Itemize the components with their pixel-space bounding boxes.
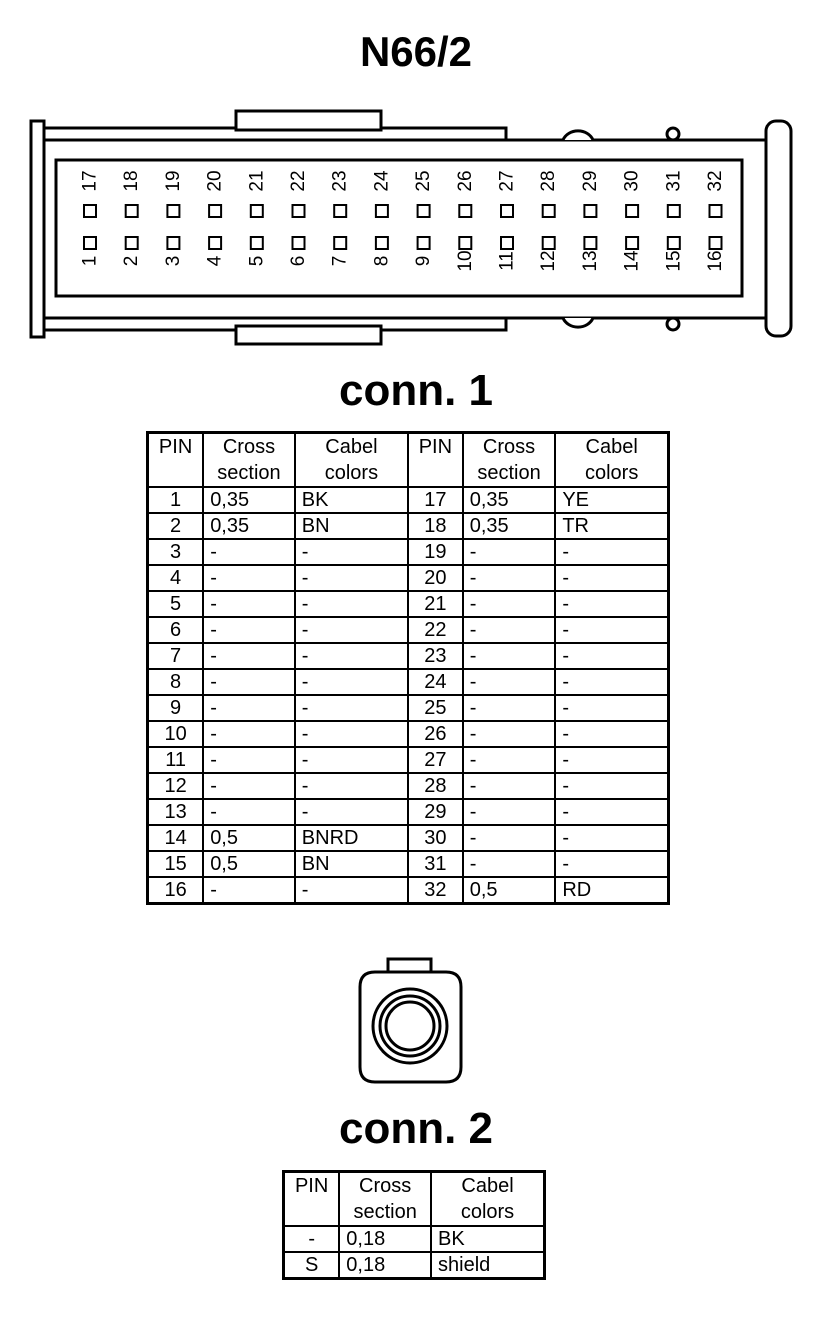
pin-socket [501,237,513,249]
cable-color-cell: - [555,773,668,799]
cable-color-cell: - [295,721,408,747]
pin-number-label: 2 [121,255,143,267]
pin-number-label: 11 [496,251,518,271]
pin-number-label: 27 [496,170,518,192]
table-row [148,539,669,565]
pin-number-label: 31 [663,170,685,192]
cable-color-cell: - [555,825,668,851]
pin-cell: 22 [408,617,463,643]
cable-color-cell: BN [295,513,408,539]
pin-socket [543,237,555,249]
pin-socket [459,237,471,249]
table-row [148,513,669,539]
pin-cell: S [284,1252,340,1279]
cable-color-cell: BK [431,1226,544,1252]
pin-cell: 32 [408,877,463,904]
cross-section-cell: - [203,721,295,747]
pin-cell: 11 [148,747,204,773]
pin-socket [293,237,305,249]
pin-socket [251,237,263,249]
pin-number-label: 3 [162,255,184,267]
cable-color-cell: - [555,851,668,877]
pin-cell: 30 [408,825,463,851]
header-pin: PIN [148,433,204,488]
conn1-pin-table [146,431,670,905]
pin-cell: 8 [148,669,204,695]
pin-cell: 14 [148,825,204,851]
pin-cell: 28 [408,773,463,799]
pin-socket [251,205,263,217]
table-row [148,721,669,747]
pin-socket [668,237,680,249]
cable-color-cell: - [555,721,668,747]
pin-socket [459,205,471,217]
pin-cell: - [284,1226,340,1252]
cross-section-cell: - [463,773,556,799]
pin-number-label: 17 [79,170,101,192]
pin-cell: 29 [408,799,463,825]
cross-section-cell: - [463,643,556,669]
table-row [148,643,669,669]
conn1-title: conn. 1 [338,366,494,415]
pin-socket [84,237,96,249]
cross-section-cell: 0,35 [203,513,295,539]
pin-number-label: 21 [246,170,268,192]
page-title: N66/2 [359,28,473,75]
pin-number-label: 25 [413,170,435,192]
pin-number-label: 19 [162,170,184,192]
pin-socket [584,237,596,249]
cross-section-cell: - [203,565,295,591]
cable-color-cell: - [295,747,408,773]
conn2-title: conn. 2 [338,1104,494,1153]
cross-section-cell: - [203,877,295,904]
cable-color-cell: - [295,773,408,799]
pin-cell: 27 [408,747,463,773]
conn2-pin-table [282,1170,546,1280]
pin-number-label: 1 [79,255,101,267]
pin-socket [209,205,221,217]
pin-cell: 9 [148,695,204,721]
pin-number-label: 4 [204,255,226,267]
header-cross-section: Cross section [203,433,295,488]
pin-number-label: 13 [579,250,601,272]
cable-color-cell: - [295,643,408,669]
cable-color-cell: - [555,747,668,773]
cross-section-cell: - [463,799,556,825]
table-row [148,799,669,825]
cable-color-cell: YE [555,487,668,513]
cable-color-cell: - [295,591,408,617]
pin-number-label: 28 [538,170,560,192]
cross-section-cell: 0,18 [339,1252,431,1279]
cross-section-cell: 0,5 [203,825,295,851]
header-cabel-colors: Cabel colors [431,1172,544,1227]
header-cabel-colors: Cabel colors [555,433,668,488]
cable-color-cell: - [295,877,408,904]
pin-number-label: 30 [621,170,643,192]
pin-socket [543,205,555,217]
pin-cell: 1 [148,487,204,513]
pin-number-label: 12 [538,250,560,272]
pin-cell: 17 [408,487,463,513]
pin-number-label: 22 [288,170,309,192]
cross-section-cell: - [463,851,556,877]
pin-number-label: 29 [579,170,601,192]
pin-socket [126,237,138,249]
pin-socket [376,205,388,217]
pin-cell: 16 [148,877,204,904]
header-pin: PIN [284,1172,340,1227]
cross-section-cell: 0,35 [203,487,295,513]
cross-section-cell: - [463,591,556,617]
pin-number-label: 16 [705,250,726,272]
table-row [148,851,669,877]
pin-number-label: 9 [413,255,435,267]
pin-socket [293,205,305,217]
header-cabel-colors: Cabel colors [295,433,408,488]
table-row [148,487,669,513]
cross-section-cell: - [203,539,295,565]
cable-color-cell: - [295,565,408,591]
cross-section-cell: 0,35 [463,513,556,539]
cable-color-cell: - [555,695,668,721]
header-cross-section: Cross section [339,1172,431,1227]
pin-cell: 3 [148,539,204,565]
table-row [148,617,669,643]
pin-socket [334,205,346,217]
cross-section-cell: 0,5 [203,851,295,877]
cross-section-cell: - [203,591,295,617]
pin-cell: 31 [408,851,463,877]
cross-section-cell: 0,18 [339,1226,431,1252]
table-row [148,773,669,799]
conn1-connector-diagram [0,100,832,350]
pin-socket [84,205,96,217]
cross-section-cell: 0,35 [463,487,556,513]
cable-color-cell: BNRD [295,825,408,851]
table-row [284,1252,545,1279]
pin-cell: 5 [148,591,204,617]
pin-cell: 21 [408,591,463,617]
header-cross-section: Cross section [463,433,556,488]
cross-section-cell: - [463,617,556,643]
pin-number-label: 8 [371,255,393,267]
pin-socket [167,237,179,249]
pin-cell: 12 [148,773,204,799]
pin-cell: 26 [408,721,463,747]
cable-color-cell: BN [295,851,408,877]
cable-color-cell: - [295,695,408,721]
table-row [148,877,669,904]
pin-socket [126,205,138,217]
pin-number-label: 5 [246,255,268,267]
cross-section-cell: - [463,747,556,773]
pin-socket [668,205,680,217]
pin-cell: 10 [148,721,204,747]
pin-cell: 7 [148,643,204,669]
cable-color-cell: - [295,617,408,643]
pin-cell: 20 [408,565,463,591]
pin-cell: 18 [408,513,463,539]
pin-socket [710,237,722,249]
table-row [284,1226,545,1252]
cable-color-cell: TR [555,513,668,539]
cross-section-cell: - [203,617,295,643]
cross-section-cell: - [463,669,556,695]
cross-section-cell: - [203,773,295,799]
cross-section-cell: - [463,695,556,721]
cable-color-cell: - [555,669,668,695]
pin-cell: 25 [408,695,463,721]
cross-section-cell: - [463,721,556,747]
cross-section-cell: 0,5 [463,877,556,904]
pin-number-label: 26 [454,170,476,192]
table-row [148,565,669,591]
pin-socket [710,205,722,217]
pin-socket [334,237,346,249]
cable-color-cell: shield [431,1252,544,1279]
cable-color-cell: - [555,799,668,825]
cable-color-cell: BK [295,487,408,513]
pin-socket [418,205,430,217]
pin-number-label: 18 [121,170,143,192]
pin-cell: 13 [148,799,204,825]
pin-number-label: 23 [329,170,351,192]
pin-socket [376,237,388,249]
pin-cell: 15 [148,851,204,877]
table-row [148,669,669,695]
cable-color-cell: - [555,539,668,565]
cable-color-cell: - [555,643,668,669]
pin-socket [418,237,430,249]
pin-cell: 4 [148,565,204,591]
cross-section-cell: - [463,825,556,851]
pin-cell: 6 [148,617,204,643]
conn2-connector-diagram [0,955,832,1085]
cross-section-cell: - [203,669,295,695]
cable-color-cell: - [555,617,668,643]
pin-number-label: 24 [371,170,393,192]
pin-cell: 23 [408,643,463,669]
cross-section-cell: - [463,539,556,565]
table-row [148,591,669,617]
cable-color-cell: - [295,669,408,695]
cable-color-cell: - [295,799,408,825]
cable-color-cell: - [555,591,668,617]
pin-number-label: 7 [329,255,351,267]
pin-number-label: 6 [288,255,309,267]
pin-socket [584,205,596,217]
header-pin: PIN [408,433,463,488]
pin-socket [626,205,638,217]
pin-number-label: 20 [204,170,226,192]
cross-section-cell: - [203,695,295,721]
cable-color-cell: - [555,565,668,591]
pin-socket [626,237,638,249]
pin-cell: 19 [408,539,463,565]
pin-cell: 24 [408,669,463,695]
pin-socket [167,205,179,217]
pin-number-label: 15 [663,250,685,272]
table-row [148,825,669,851]
cable-color-cell: RD [555,877,668,904]
cross-section-cell: - [203,799,295,825]
pin-cell: 2 [148,513,204,539]
pin-socket [501,205,513,217]
cross-section-cell: - [463,565,556,591]
table-row [148,695,669,721]
cable-color-cell: - [295,539,408,565]
cross-section-cell: - [203,747,295,773]
pin-number-label: 10 [454,250,476,272]
pin-number-label: 14 [621,250,643,272]
pin-socket [209,237,221,249]
pin-number-label: 32 [705,170,726,192]
cross-section-cell: - [203,643,295,669]
table-row [148,747,669,773]
